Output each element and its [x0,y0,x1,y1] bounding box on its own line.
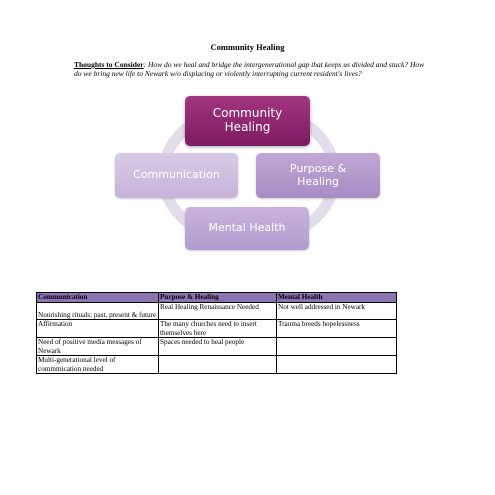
table-cell [277,356,397,374]
column-header-purpose-healing: Purpose & Healing [159,293,277,303]
node-purpose-healing-line2: Healing [297,174,339,188]
node-purpose-healing [256,153,380,198]
cycle-diagram [110,93,390,263]
table-cell: The many churches need to insert themselves here [159,320,277,338]
node-community-healing [185,96,310,146]
table-cell: Affirmation [37,320,159,338]
node-community-healing-line1: Community [212,106,283,121]
notes-table [36,292,397,374]
table-cell: Trauma breeds hopelessness [277,320,397,338]
table-cell: Spaces needed to heal people [159,338,277,356]
table-cell: Real Healing Renaissance Needed [159,302,277,320]
table-cell: Nourishing rituals: past, present & future [37,302,159,320]
table-cell: Need of positive media messages of Newark [37,338,159,356]
table-row [37,302,397,320]
node-communication [115,153,238,198]
table-cell: Not well addressed in Newark [277,302,397,320]
thoughts-paragraph [74,60,429,78]
table-row [37,320,397,338]
thoughts-label: Thoughts to Consider [74,60,144,69]
node-communication-label: Communication [133,168,220,182]
table-cell: Multi-generational level of commmication needed [37,356,159,374]
node-mental-health [185,207,309,250]
table-cell [159,356,277,374]
thoughts-question: : How do we heal and bridge the intergenerational gap that keeps us divided and stuck? How do we bring new life to Newark w/o displacing or violently interrupting current resident's lives? [74,60,425,78]
table-row [37,356,397,374]
node-community-healing-line2: Healing [224,120,271,134]
page-title: Community Healing [210,42,285,52]
table-row [37,338,397,356]
column-header-communication: Communication [37,293,159,303]
column-header-mental-health: Mental Health [277,293,397,303]
node-purpose-healing-line1: Purpose & [289,161,347,175]
table-cell [277,338,397,356]
node-mental-health-label: Mental Health [208,221,286,235]
table-header-row [37,293,397,303]
